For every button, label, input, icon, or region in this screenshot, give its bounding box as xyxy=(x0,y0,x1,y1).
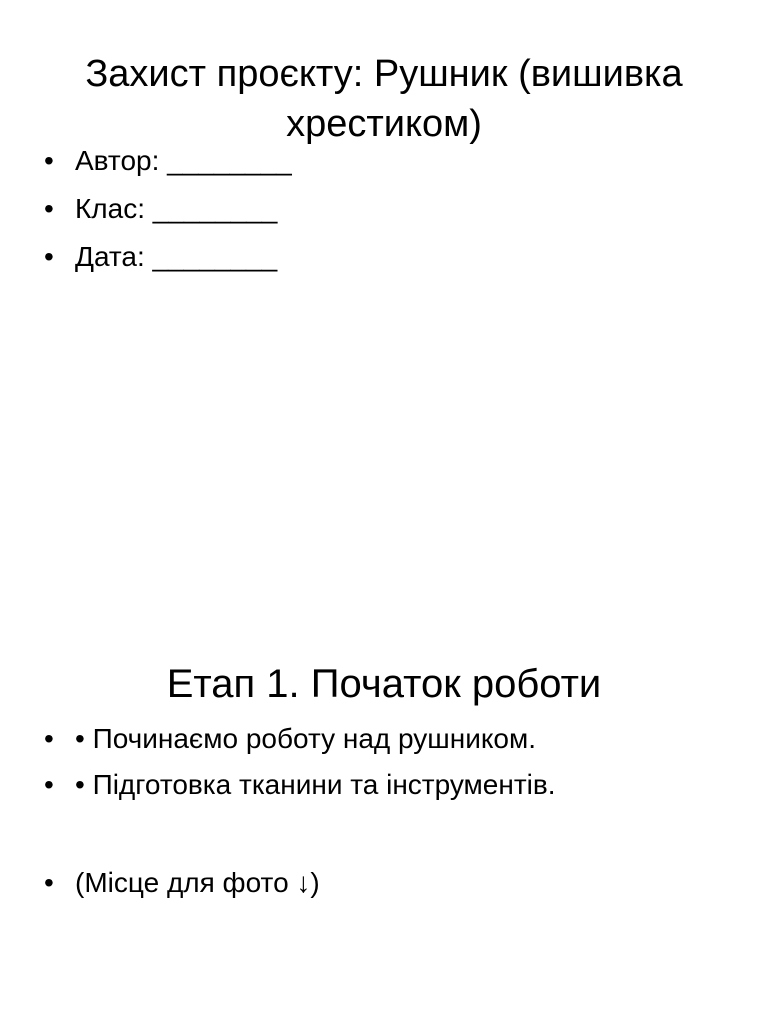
list-item xyxy=(44,717,556,763)
list-item-class xyxy=(44,188,292,236)
list-item-date xyxy=(44,236,292,284)
list-item-label: Дата: ________ xyxy=(75,241,278,272)
bullet-list xyxy=(44,717,556,907)
slide-stage-1 xyxy=(0,512,768,1024)
slide-title: Захист проєкту: Рушник (вишивка хрестиком) xyxy=(85,53,683,146)
slide-title: Етап 1. Початок роботи xyxy=(166,662,602,707)
bullet-icon: • xyxy=(44,867,54,898)
bullet-list xyxy=(44,140,292,284)
photo-placeholder-item xyxy=(44,861,556,907)
bullet-icon: • xyxy=(44,193,54,224)
bullet-icon: • xyxy=(44,723,54,754)
photo-placeholder-label: (Місце для фото ↓) xyxy=(75,867,320,898)
bullet-icon: • xyxy=(44,769,54,800)
bullet-icon: • xyxy=(44,145,54,176)
bullet-icon: • xyxy=(44,241,54,272)
list-item-label: Клас: ________ xyxy=(75,193,278,224)
list-item-label: Автор: ________ xyxy=(75,145,292,176)
list-item-author xyxy=(44,140,292,188)
list-item-label: • Підготовка тканини та інструментів. xyxy=(75,769,556,800)
list-item xyxy=(44,763,556,809)
list-item-label: • Починаємо роботу над рушником. xyxy=(75,723,537,754)
